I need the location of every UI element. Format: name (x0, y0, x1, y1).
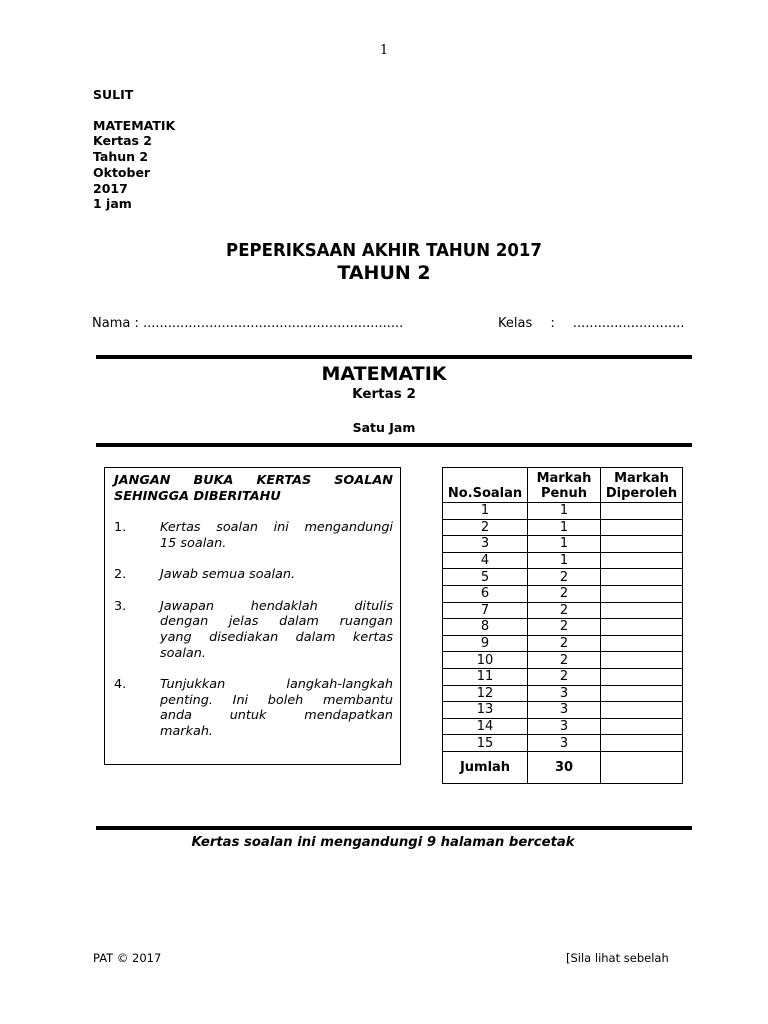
warning-text (114, 473, 393, 504)
header-paper: Kertas 2 (93, 133, 153, 149)
student-name-field: Nama : ............................................................... (92, 316, 404, 331)
question-number-cell: 12 (443, 685, 528, 702)
instruction-line: penting. Ini boleh membantu (160, 692, 393, 708)
total-obtained-cell[interactable] (601, 751, 683, 783)
full-marks-cell: 1 (528, 503, 601, 520)
obtained-marks-cell[interactable] (601, 552, 683, 569)
full-marks-cell: 2 (528, 585, 601, 602)
warning-word: SOALAN (334, 473, 393, 488)
page-number: 1 (379, 43, 389, 58)
full-marks-cell: 3 (528, 702, 601, 719)
full-marks-cell: 2 (528, 635, 601, 652)
question-number-cell: 15 (443, 735, 528, 752)
instruction-line: anda untuk mendapatkan (160, 708, 393, 724)
top-divider (96, 355, 692, 359)
header-year-level: Tahun 2 (93, 149, 149, 165)
instruction-line: markah. (160, 724, 213, 740)
header-full-line2: Penuh (540, 486, 588, 501)
question-number-cell: 6 (443, 585, 528, 602)
header-month: Oktober (93, 164, 151, 180)
total-label: Jumlah (443, 751, 528, 783)
full-marks-cell: 2 (528, 569, 601, 586)
marks-table-row (443, 602, 683, 619)
instruction-number: 4. (114, 677, 127, 693)
marks-table (442, 467, 683, 784)
warning-word: JANGAN (114, 473, 171, 488)
obtained-marks-cell[interactable] (601, 735, 683, 752)
obtained-marks-cell[interactable] (601, 652, 683, 669)
marks-table-header-row (443, 468, 683, 503)
instruction-line: Jawab semua soalan. (160, 567, 296, 583)
instruction-number: 3. (114, 598, 127, 614)
class-blank: ........................... (572, 316, 685, 331)
question-number-cell: 11 (443, 668, 528, 685)
copyright-footer: PAT © 2017 (93, 951, 162, 965)
obtained-marks-cell[interactable] (601, 685, 683, 702)
instruction-line: dengan jelas dalam ruangan (160, 614, 393, 630)
obtained-marks-cell[interactable] (601, 635, 683, 652)
full-marks-cell: 2 (528, 602, 601, 619)
obtained-marks-cell[interactable] (601, 602, 683, 619)
instruction-line: Jawapan hendaklah ditulis (160, 598, 393, 614)
warning-word: BUKA (193, 473, 234, 488)
marks-table-row (443, 569, 683, 586)
total-value: 30 (528, 751, 601, 783)
instruction-text: Kertas soalan ini mengandungi (160, 520, 393, 536)
instruction-number: 1. (114, 520, 127, 536)
marks-table-row (443, 668, 683, 685)
question-number-cell: 9 (443, 635, 528, 652)
paper-subject: MATEMATIK (321, 363, 447, 385)
next-page-note: [Sila lihat sebelah (566, 951, 669, 965)
instruction-line: yang disediakan dalam kertas (160, 629, 393, 645)
header-obtained-line1: Markah (614, 471, 669, 486)
instruction-item (114, 520, 393, 551)
instruction-number: 2. (114, 567, 127, 583)
warning-line-2: SEHINGGA DIBERITAHU (114, 488, 281, 504)
marks-table-row (443, 685, 683, 702)
instruction-item (114, 677, 393, 740)
paper-number: Kertas 2 (352, 386, 416, 402)
question-number-cell: 7 (443, 602, 528, 619)
classification-label: SULIT (93, 87, 134, 102)
marks-table-row (443, 503, 683, 520)
question-number-cell: 4 (443, 552, 528, 569)
question-number-cell: 3 (443, 536, 528, 553)
instruction-line: soalan. (160, 645, 206, 661)
exam-subtitle: TAHUN 2 (337, 262, 431, 284)
question-number-cell: 1 (443, 503, 528, 520)
exam-title: PEPERIKSAAN AKHIR TAHUN 2017 (226, 240, 542, 261)
obtained-marks-cell[interactable] (601, 569, 683, 586)
header-year: 2017 (93, 180, 128, 196)
marks-table-row (443, 519, 683, 536)
instruction-item (114, 599, 393, 662)
marks-table-row (443, 718, 683, 735)
question-number-cell: 10 (443, 652, 528, 669)
marks-table-row (443, 585, 683, 602)
instruction-line (160, 520, 393, 536)
header-subject: MATEMATIK (93, 117, 176, 133)
marks-table-row (443, 735, 683, 752)
class-label: Kelas (498, 316, 533, 331)
question-number-cell: 5 (443, 569, 528, 586)
question-number-cell: 8 (443, 619, 528, 636)
obtained-marks-cell[interactable] (601, 702, 683, 719)
header-duration: 1 jam (93, 196, 132, 212)
obtained-marks-cell[interactable] (601, 519, 683, 536)
full-marks-cell: 3 (528, 735, 601, 752)
page-count-note: Kertas soalan ini mengandungi 9 halaman bercetak (191, 835, 575, 850)
header-full-marks (528, 468, 601, 503)
instruction-item (114, 567, 393, 583)
marks-table-row (443, 536, 683, 553)
marks-table-row (443, 702, 683, 719)
instruction-line: 15 soalan. (160, 535, 227, 551)
full-marks-cell: 2 (528, 619, 601, 636)
middle-divider (96, 443, 692, 447)
instructions-box (104, 467, 401, 765)
obtained-marks-cell[interactable] (601, 585, 683, 602)
full-marks-cell: 1 (528, 552, 601, 569)
question-number-cell: 2 (443, 519, 528, 536)
question-number-cell: 13 (443, 702, 528, 719)
bottom-divider (96, 826, 692, 830)
header-question: No.Soalan (443, 468, 528, 503)
obtained-marks-cell[interactable] (601, 619, 683, 636)
header-full-line1: Markah (536, 471, 592, 486)
marks-total-row (443, 751, 683, 783)
obtained-marks-cell[interactable] (601, 503, 683, 520)
full-marks-cell: 2 (528, 652, 601, 669)
obtained-marks-cell[interactable] (601, 668, 683, 685)
header-obtained-marks (601, 468, 683, 503)
obtained-marks-cell[interactable] (601, 718, 683, 735)
question-number-cell: 14 (443, 718, 528, 735)
marks-table-row (443, 652, 683, 669)
paper-duration: Satu Jam (352, 420, 416, 435)
full-marks-cell: 3 (528, 718, 601, 735)
full-marks-cell: 2 (528, 668, 601, 685)
student-class-field (498, 316, 684, 331)
marks-table-row (443, 635, 683, 652)
marks-table-row (443, 619, 683, 636)
exam-header-block (93, 87, 175, 212)
class-separator: : (550, 316, 555, 331)
full-marks-cell: 1 (528, 536, 601, 553)
warning-word: KERTAS (256, 473, 312, 488)
instruction-line: Tunjukkan langkah-langkah (160, 677, 393, 693)
marks-table-row (443, 552, 683, 569)
obtained-marks-cell[interactable] (601, 536, 683, 553)
header-obtained-line2: Diperoleh (605, 486, 678, 501)
full-marks-cell: 3 (528, 685, 601, 702)
full-marks-cell: 1 (528, 519, 601, 536)
